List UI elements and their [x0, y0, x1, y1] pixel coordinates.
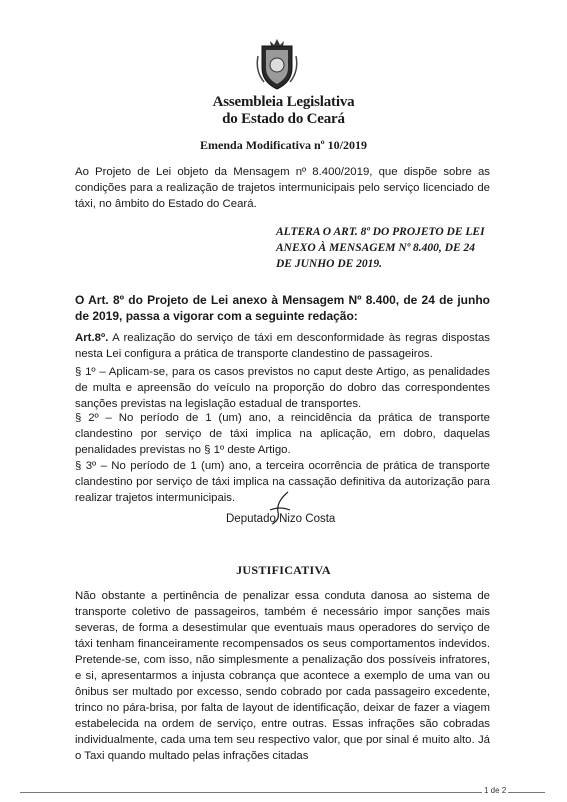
- ementa-block: ALTERA O ART. 8º DO PROJETO DE LEI ANEXO À MENSAGEM Nº 8.400, DE 24 DE JUNHO DE 2019.: [276, 226, 485, 270]
- coat-of-arms-icon: [252, 36, 302, 92]
- article-text: A realização do serviço de táxi em desconformidade às regras dispostas nesta Lei configura a prática de transporte clandestino de passageiros.: [75, 332, 490, 360]
- intro-text: Ao Projeto de Lei objeto da Mensagem nº 8.400/2019, que dispõe sobre as condições para a realização de trajetos intermunicipais pelo serviço licenciado de táxi, no âmbito do Estado do Ceará.: [75, 166, 490, 210]
- footer-divider: [20, 792, 545, 793]
- institution-name-line2: do Estado do Ceará: [222, 111, 345, 127]
- justification-text: Não obstante a pertinência de penalizar essa conduta danosa ao sistema de transporte coletivo de passageiros, também é necessário impor sanções mais severas, de forma a desestimular que eventuais maus operadores do serviço de táxi tenham financeiramente recompensados os seus comportamentos indevidos. Pretende-se, com isso, não simplesmente a penalização dos possíveis infratores, e si, apresentarmos a injusta cobrança que acontece a exemplo de uma van ou ônibus ser multado por excesso, sendo cobrado por cada passageiro excedente, trinco no pára-brisa, por falta de layout de identificação, deixar de fazer a viagem estabelecida na ordem de serviço, entre outras. Essas infrações são cobradas individualmente, cada uma tem seu respectivo valor, que por sinal é muito alto. Já o Taxi quando multado pelas infrações citadas: [75, 590, 490, 762]
- lead-paragraph: O Art. 8º do Projeto de Lei anexo à Mensagem Nº 8.400, de 24 de junho de 2019, passa a vigorar com a seguinte redação:: [75, 293, 490, 323]
- paragraph-3: § 3º – No período de 1 (um) ano, a terceira ocorrência de prática de transporte clandestino por serviço de táxi implica na cassação definitiva da autorização para realizar trajetos intermunicipais.: [75, 460, 490, 504]
- article-8: [75, 330, 490, 362]
- signature-name: Deputado Nizo Costa: [226, 513, 336, 525]
- article-label: Art.8º.: [75, 332, 109, 344]
- institution-name-line1: Assembleia Legislativa: [212, 94, 355, 110]
- intro-paragraph: [75, 164, 490, 212]
- amendment-title: Emenda Modificativa nº 10/2019: [200, 138, 367, 152]
- paragraph-2: § 2º – No período de 1 (um) ano, a reincidência da prática de transporte clandestino por serviço de táxi implica na aplicação, em dobro, daquelas penalidades previstas no § 1º deste Artigo.: [75, 412, 490, 456]
- letterhead: [0, 94, 567, 128]
- page-number: 1 de 2: [484, 786, 507, 795]
- paragraph-1: § 1º – Aplicam-se, para os casos previstos no caput deste Artigo, as penalidades de multa e apreensão do veículo na proporção do dobro das correspondentes sanções previstas na legislação estadual de transportes.: [75, 366, 490, 410]
- justification-title: JUSTIFICATIVA: [236, 563, 331, 577]
